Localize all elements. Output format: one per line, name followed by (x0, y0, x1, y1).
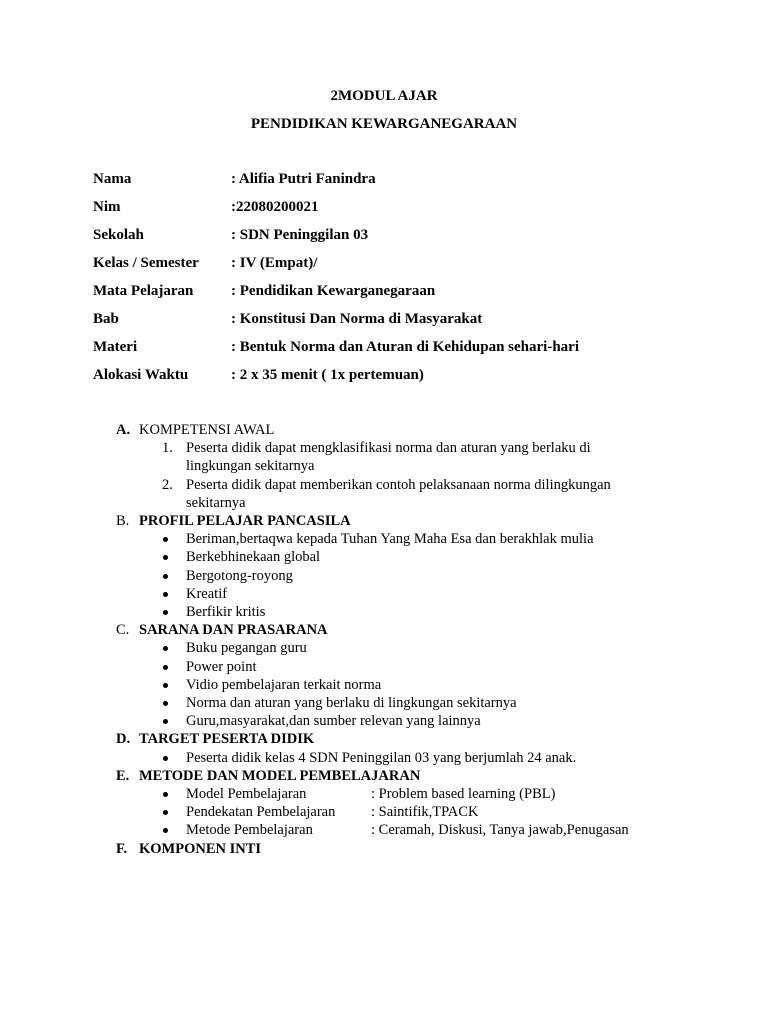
section-e-heading (116, 767, 676, 785)
bullet-item (116, 548, 676, 566)
section-letter: C. (116, 622, 130, 639)
method-label: Pendekatan Pembelajaran (186, 804, 336, 821)
identity-label: Nama (93, 171, 132, 187)
bullet-item (116, 530, 676, 548)
identity-label: Alokasi Waktu (93, 367, 189, 383)
identity-value: : Konstitusi Dan Norma di Masyarakat (231, 311, 483, 327)
identity-value: : IV (Empat)/ (231, 255, 318, 271)
bullet-item-text: Bergotong-royong (186, 567, 293, 584)
bullet-icon (163, 610, 168, 615)
bullet-icon (163, 792, 168, 797)
bullet-item (116, 658, 676, 676)
section-title: PROFIL PELAJAR PANCASILA (139, 513, 351, 529)
section-letter: D. (116, 731, 131, 748)
list-number: 2. (162, 476, 173, 493)
bullet-item (116, 749, 676, 767)
list-number: 1. (162, 440, 173, 457)
bullet-item (116, 676, 676, 694)
identity-label: Sekolah (93, 227, 144, 243)
identity-label: Kelas / Semester (93, 255, 199, 271)
method-value: : Ceramah, Diskusi, Tanya jawab,Penugasan (371, 822, 629, 839)
identity-value: : Pendidikan Kewarganegaraan (231, 283, 436, 299)
bullet-item-text: Berfikir kritis (186, 604, 266, 620)
bullet-icon (163, 646, 168, 651)
document-title: 2MODUL AJAR (330, 88, 438, 104)
list-item-text: Peserta didik dapat mengklasifikasi norma dan aturan yang berlaku di (186, 440, 591, 457)
list-item (116, 476, 676, 494)
section-f-heading (116, 840, 676, 858)
bullet-icon (163, 537, 168, 542)
identity-value: :22080200021 (231, 199, 319, 215)
section-title: TARGET PESERTA DIDIK (139, 731, 315, 748)
list-item-continuation: sekitarnya (186, 494, 246, 511)
bullet-icon (163, 756, 168, 761)
bullet-item (116, 603, 676, 621)
section-title: KOMPONEN INTI (139, 840, 262, 857)
bullet-icon (163, 574, 168, 579)
section-letter: F. (116, 840, 128, 857)
section-a-heading (116, 421, 676, 439)
bullet-icon (163, 555, 168, 560)
bullet-item (116, 712, 676, 730)
bullet-item-text: Norma dan aturan yang berlaku di lingkungan sekitarnya (186, 695, 517, 711)
bullet-icon (163, 683, 168, 688)
bullet-item (116, 639, 676, 657)
document-subtitle: PENDIDIKAN KEWARGANEGARAAN (250, 116, 518, 132)
identity-label: Nim (93, 199, 121, 215)
bullet-icon (163, 592, 168, 597)
bullet-icon (163, 828, 168, 833)
list-item-text: Peserta didik dapat memberikan contoh pelaksanaan norma dilingkungan (186, 476, 611, 493)
bullet-item-text: Kreatif (186, 585, 228, 602)
method-item (116, 803, 676, 821)
bullet-item-text: Guru,masyarakat,dan sumber relevan yang lainnya (186, 713, 481, 730)
bullet-item-text: Beriman,bertaqwa kepada Tuhan Yang Maha Esa dan berakhlak mulia (186, 531, 594, 548)
section-title: METODE DAN MODEL PEMBELAJARAN (139, 767, 421, 784)
identity-value: : SDN Peninggilan 03 (231, 227, 369, 243)
bullet-item (116, 585, 676, 603)
section-c-heading (116, 621, 676, 639)
method-label: Model Pembelajaran (186, 785, 307, 802)
bullet-icon (163, 719, 168, 724)
list-item (116, 439, 676, 457)
section-letter: E. (116, 767, 130, 784)
section-letter: B. (116, 513, 130, 529)
bullet-item (116, 694, 676, 712)
section-letter: A. (116, 422, 131, 438)
identity-value: : 2 x 35 menit ( 1x pertemuan) (231, 367, 424, 383)
identity-value: : Bentuk Norma dan Aturan di Kehidupan sehari-hari (231, 339, 579, 355)
section-b-heading (116, 512, 676, 530)
bullet-icon (163, 665, 168, 670)
bullet-item-text: Power point (186, 658, 257, 675)
list-item-continuation: lingkungan sekitarnya (186, 458, 315, 475)
bullet-icon (163, 701, 168, 706)
method-label: Metode Pembelajaran (186, 822, 313, 839)
identity-value: : Alifia Putri Fanindra (231, 171, 376, 187)
bullet-item-text: Berkebhinekaan global (186, 549, 321, 566)
bullet-item-text: Buku pegangan guru (186, 640, 307, 657)
method-value: : Saintifik,TPACK (371, 804, 479, 821)
section-title: SARANA DAN PRASARANA (139, 622, 328, 639)
method-item (116, 785, 676, 803)
section-title: KOMPETENSI AWAL (139, 422, 275, 438)
identity-label: Mata Pelajaran (93, 283, 194, 299)
method-item (116, 821, 676, 839)
section-d-heading (116, 730, 676, 748)
bullet-item-text: Vidio pembelajaran terkait norma (186, 676, 382, 693)
bullet-item-text: Peserta didik kelas 4 SDN Peninggilan 03 yang berjumlah 24 anak. (186, 749, 577, 766)
identity-label: Bab (93, 311, 119, 327)
bullet-icon (163, 810, 168, 815)
bullet-item (116, 567, 676, 585)
content-sections (116, 421, 676, 858)
identity-label: Materi (93, 339, 138, 355)
method-value: : Problem based learning (PBL) (371, 785, 556, 802)
